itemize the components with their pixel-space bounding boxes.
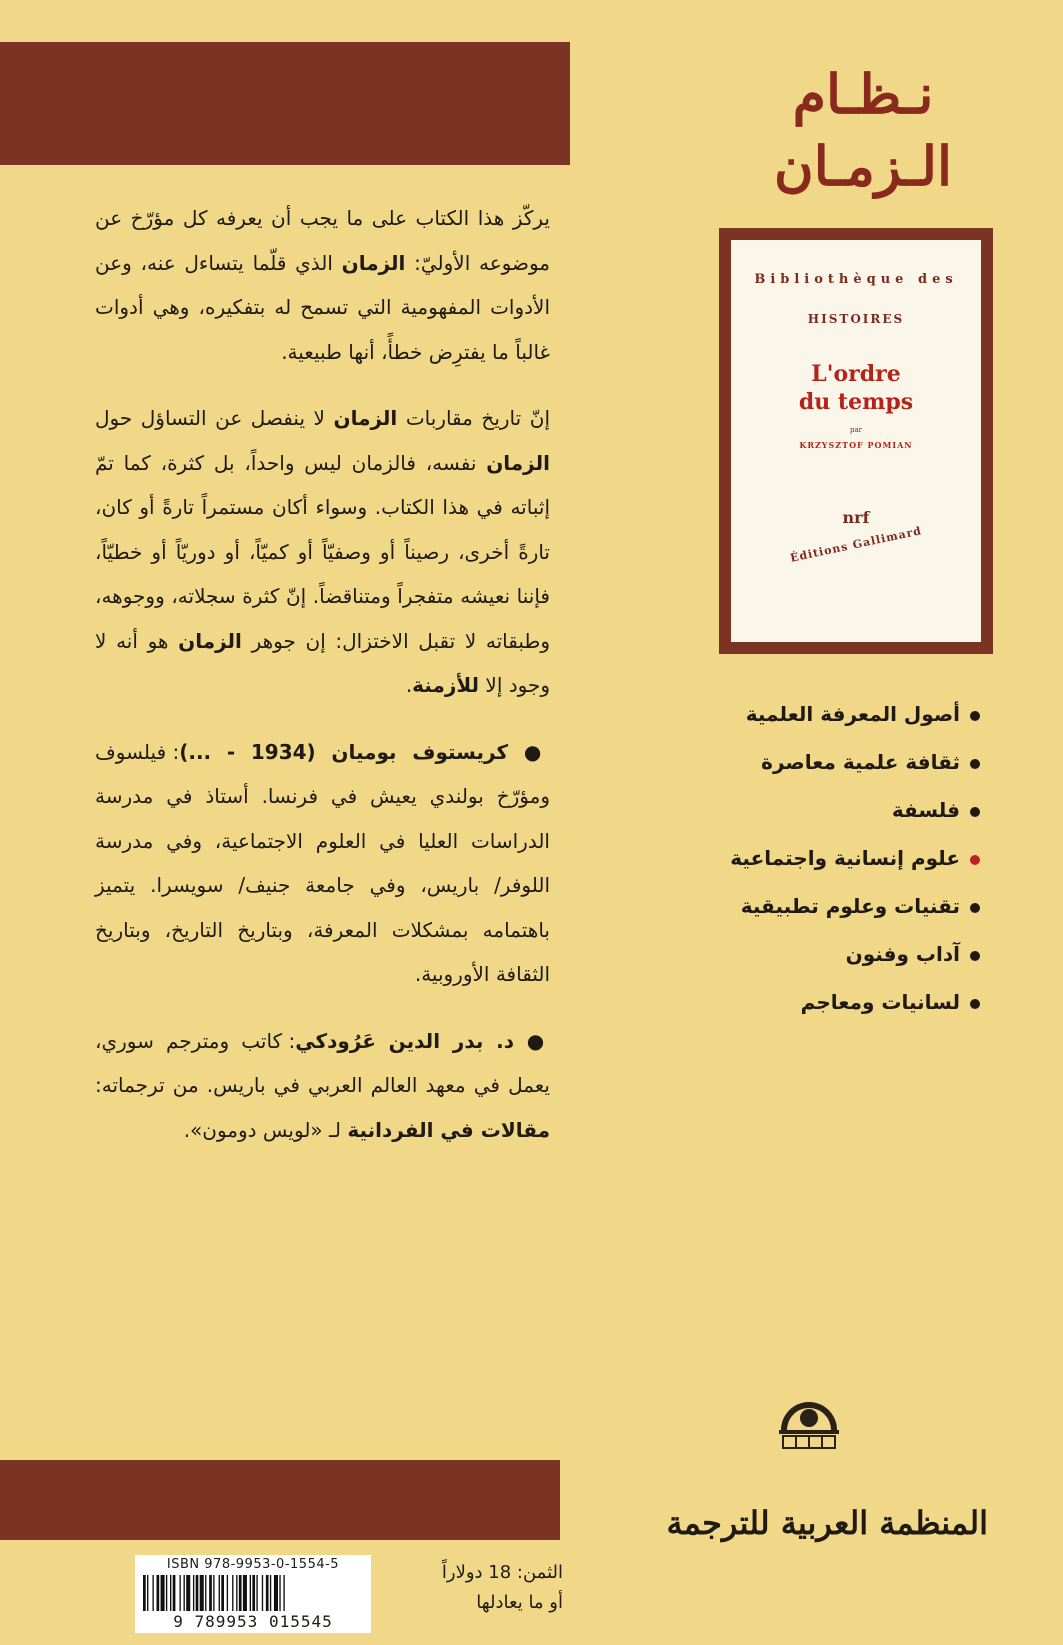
barcode-bar: [262, 1575, 263, 1611]
top-banner: [0, 42, 570, 165]
isbn-digits: 9 789953 015545: [173, 1612, 333, 1631]
barcode-bar: [200, 1575, 204, 1611]
bullet-icon: [970, 759, 980, 769]
translated-book-title: مقالات في الفردانية: [347, 1117, 550, 1142]
series-item-label: ثقافة علمية معاصرة: [761, 750, 960, 774]
barcode-bar: [205, 1575, 206, 1611]
barcode-bar: [239, 1575, 242, 1611]
series-item: [680, 786, 980, 834]
barcode-bar: [283, 1575, 284, 1611]
publisher-logo-icon: [775, 1390, 843, 1452]
isbn-barcode: [135, 1555, 371, 1633]
cover-nrf-logo: nrf: [842, 508, 870, 527]
series-item: [680, 978, 980, 1026]
barcode-bar: [193, 1575, 194, 1611]
price-line-1: الثمن: 18 دولاراً: [441, 1562, 563, 1583]
barcode-bar: [250, 1575, 251, 1611]
barcode-bar: [232, 1575, 233, 1611]
translator-bio: ● د. بدر الدين عَرُودكي: كاتب ومترجم سوري، يعمل في معهد العالم العربي في باريس. من ترجماته: مقالات في الفردانية لـ «لويس دومون».: [95, 1028, 551, 1142]
barcode-bar: [252, 1575, 255, 1611]
bullet-icon: [970, 999, 980, 1009]
bullet-icon: [970, 903, 980, 913]
barcode-bar: [227, 1575, 228, 1611]
cover-author: KRZYSZTOF POMIAN: [799, 440, 913, 450]
series-item-label: أصول المعرفة العلمية: [745, 702, 960, 726]
barcode-bar: [213, 1575, 214, 1611]
cover-title-line-1: L'ordre: [811, 361, 901, 387]
series-item-label: علوم إنسانية واجتماعية: [730, 846, 960, 870]
bottom-banner: [0, 1460, 560, 1540]
translator-name: د. بدر الدين عَرُودكي: [295, 1028, 527, 1053]
series-item: [680, 738, 980, 786]
cover-thumbnail: [719, 228, 993, 654]
blurb-paragraph-2: إنّ تاريخ مقاربات الزمان لا ينفصل عن التساؤل حول الزمان نفسه، فالزمان ليس واحداً، بل كثرة، كما تمّ إثباته في هذا الكتاب. وسواء أكان مستمراً تارةً أو كان، تارةً أخرى، رصيناً أو وصفيّاً أو كميّاً، أو دوريّاً أو خطيّاً، فإننا نعيشه متفجراً ومتناقضاً. إنّ كثرة سجلاته، ووجوهه، وطبقاته لا تقبل الاختزال: إن جوهر الزمان هو أنه لا وجود إلا للأزمنة.: [95, 406, 551, 697]
cover-par: par: [849, 426, 862, 434]
isbn-label: ISBN 978-9953-0-1554-5: [166, 1557, 340, 1572]
barcode-bar: [173, 1575, 176, 1611]
series-list: [680, 690, 980, 1026]
series-item-label: لسانيات ومعاجم: [800, 990, 960, 1014]
cover-series-name: HISTOIRES: [807, 312, 905, 326]
cover-publisher: Éditions Gallimard: [789, 524, 923, 565]
series-item-active: [680, 834, 980, 882]
cover-page: [731, 240, 981, 642]
barcode-bar: [184, 1575, 185, 1611]
series-item-label: تقنيات وعلوم تطبيقية: [740, 894, 960, 918]
barcode-bar: [152, 1575, 153, 1611]
barcode-bar: [266, 1575, 269, 1611]
barcode-bar: [143, 1575, 146, 1611]
bullet-icon: ●: [523, 739, 550, 764]
barcode-bar: [270, 1575, 271, 1611]
author-bio: ● كريستوف بوميان (1934 - ...): فيلسوف ومؤرّخ بولندي يعيش في فرنسا. أستاذ في مدرسة الدراسات العليا في العلوم الاجتماعية، وفي مدرسة اللوفر/ باريس، وفي جامعة جنيف/ سويسرا. يتميز باهتمامه بمشكلات المعرفة، وبتاريخ التاريخ، وبتاريخ الثقافة الأوروبية.: [95, 739, 550, 986]
barcode-bars: [143, 1575, 363, 1611]
barcode-bar: [147, 1575, 148, 1611]
barcode-bar: [157, 1575, 160, 1611]
barcode-bar: [196, 1575, 199, 1611]
barcode-bar: [186, 1575, 190, 1611]
bullet-icon: ●: [526, 1028, 551, 1053]
publisher-name: المنظمة العربية للترجمة: [666, 1504, 988, 1542]
barcode-bar: [221, 1575, 224, 1611]
barcode-bar: [170, 1575, 171, 1611]
book-title: [733, 58, 993, 202]
barcode-bar: [236, 1575, 237, 1611]
bullet-icon: [970, 807, 980, 817]
bullet-icon: [970, 711, 980, 721]
cover-title-line-2: du temps: [798, 389, 914, 415]
cover-series-top: Bibliothèque des: [754, 272, 958, 287]
barcode-bar: [166, 1575, 167, 1611]
blurb-paragraph-1: يركّز هذا الكتاب على ما يجب أن يعرفه كل مؤرّخ عن موضوعه الأوليّ: الزمان الذي قلّما يتساءل عنه، وعن الأدوات المفهومية التي تسمح له بتفكيره، وهي أدوات غالباً ما يفترِض خطأً، أنها طبيعية.: [95, 206, 550, 364]
barcode-bar: [161, 1575, 165, 1611]
series-item: [680, 690, 980, 738]
price-line-2: أو ما يعادلها: [476, 1592, 563, 1613]
barcode-bar: [256, 1575, 257, 1611]
barcode-bar: [243, 1575, 247, 1611]
cover-title: [731, 360, 981, 416]
barcode-bar: [179, 1575, 180, 1611]
barcode-bar: [219, 1575, 220, 1611]
series-item-label: آداب وفنون: [845, 942, 960, 966]
bullet-icon: [970, 855, 980, 865]
title-line-2: الـزمـان: [774, 134, 952, 198]
series-item-label: فلسفة: [891, 798, 960, 822]
series-item: [680, 930, 980, 978]
barcode-bar: [279, 1575, 280, 1611]
barcode-bar: [209, 1575, 212, 1611]
blurb-text: [95, 196, 550, 1174]
price: [388, 1558, 563, 1618]
title-line-1: نـظـام: [792, 62, 934, 126]
author-name: كريستوف بوميان (1934 - ...): [179, 739, 524, 764]
series-item: [680, 882, 980, 930]
barcode-bar: [274, 1575, 278, 1611]
bullet-icon: [970, 951, 980, 961]
